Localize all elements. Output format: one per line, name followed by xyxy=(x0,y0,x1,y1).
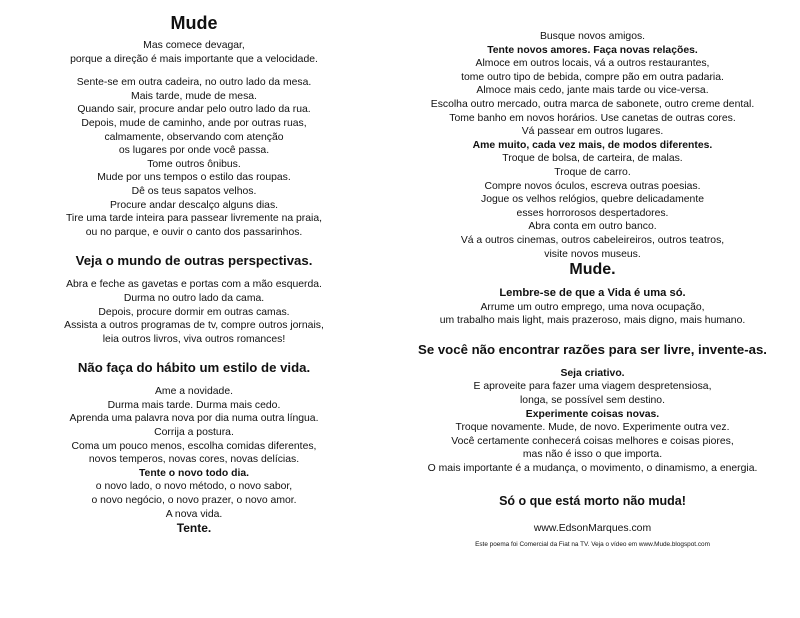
poem-line: Ame a novidade. xyxy=(155,386,233,398)
stanza-2 xyxy=(0,278,388,346)
website-link[interactable]: www.EdsonMarques.com xyxy=(533,522,652,534)
poem-line: Tome banho em novos horários. Use canetas de outras cores. xyxy=(449,112,736,124)
bold-line: Tente o novo todo dia. xyxy=(138,467,250,479)
poem-line: Dê os teus sapatos velhos. xyxy=(131,185,257,197)
closing-line: Só o que está morto não muda! xyxy=(499,493,686,508)
poem-line: Mas comece devagar, xyxy=(143,40,245,51)
poem-line: os lugares por onde você passa. xyxy=(118,145,270,157)
poem-line: o novo negócio, o novo prazer, o novo amor. xyxy=(91,495,297,507)
mude-heading: Mude. xyxy=(569,261,616,279)
poem-line: leia outros livros, viva outros romances! xyxy=(102,333,286,345)
right-page xyxy=(400,0,785,548)
poem-line: Busque novos amigos. xyxy=(539,31,646,42)
stanza-1 xyxy=(0,76,388,239)
footnote: Este poema foi Comercial da Fiat na TV. Veja o vídeo em www.Mude.blogspot.com xyxy=(475,541,710,549)
poem-line: novos temperos, novas cores, novas delícias. xyxy=(88,454,300,466)
intro-stanza xyxy=(0,39,388,66)
poem-line: Quando sair, procure andar pelo outro lado da rua. xyxy=(77,104,311,116)
bold-line: Ame muito, cada vez mais, de modos diferentes. xyxy=(472,139,713,151)
poem-line: Depois, procure dormir em outras camas. xyxy=(98,306,290,318)
poem-line: Corrija a postura. xyxy=(154,427,234,439)
poem-line: Almoce mais cedo, jante mais tarde ou vice-versa. xyxy=(476,85,709,97)
poem-line: Durma no outro lado da cama. xyxy=(123,292,265,304)
poem-line: Vá a outros cinemas, outros cabeleireiros, outros teatros, xyxy=(460,234,725,246)
poem-line: um trabalho mais light, mais prazeroso, mais digno, mais humano. xyxy=(439,315,746,327)
section-heading: Veja o mundo de outras perspectivas. xyxy=(75,253,313,269)
poem-line: mas não é isso o que importa. xyxy=(522,449,663,461)
poem-line: o novo lado, o novo método, o novo sabor, xyxy=(95,481,293,493)
poem-line: Arrume um outro emprego, uma nova ocupação, xyxy=(480,301,705,313)
poem-line: Durma mais tarde. Durma mais cedo. xyxy=(107,399,281,411)
poem-line: Mais tarde, mude de mesa. xyxy=(131,90,257,102)
poem-line: Depois, mude de caminho, ande por outras ruas, xyxy=(81,117,307,129)
bold-line: Experimente coisas novas. xyxy=(525,408,660,420)
ending-word: Tente. xyxy=(176,521,212,536)
poem-line: Jogue os velhos relógios, quebre delicadamente xyxy=(481,194,704,206)
section-heading: Lembre-se de que a Vida é uma só. xyxy=(499,287,686,300)
poem-title: Mude xyxy=(170,13,218,33)
poem-line: E aproveite para fazer uma viagem despretensiosa, xyxy=(473,381,712,393)
poem-line: Troque de carro. xyxy=(554,166,631,178)
poem-line: Troque de bolsa, de carteira, de malas. xyxy=(502,153,683,165)
poem-line: Sente-se em outra cadeira, no outro lado da mesa. xyxy=(76,77,312,89)
poem-line: visite novos museus. xyxy=(544,248,641,260)
section-heading: Se você não encontrar razões para ser livre, invente-as. xyxy=(418,341,767,357)
poem-line: calmamente, observando com atenção xyxy=(104,131,284,143)
bold-line: Seja criativo. xyxy=(560,367,625,379)
bold-line: Tente novos amores. Faça novas relações. xyxy=(487,44,698,56)
poem-line: A nova vida. xyxy=(165,508,223,520)
poem-line: Almoce em outros locais, vá a outros restaurantes, xyxy=(475,58,710,70)
poem-line: Tome outros ônibus. xyxy=(147,158,241,170)
poem-line: Procure andar descalço alguns dias. xyxy=(109,199,279,211)
stanza-3 xyxy=(0,385,388,521)
left-page xyxy=(0,0,388,535)
poem-line: porque a direção é mais importante que a velocidade. xyxy=(70,53,318,65)
poem-line: Coma um pouco menos, escolha comidas diferentes, xyxy=(71,440,317,452)
poem-line: Vá passear em outros lugares. xyxy=(521,126,664,138)
poem-line: Troque novamente. Mude, de novo. Experimente outra vez. xyxy=(455,422,730,434)
poem-line: longa, se possível sem destino. xyxy=(520,395,665,407)
poem-line: esses horrorosos despertadores. xyxy=(516,207,669,219)
poem-line: Você certamente conhecerá coisas melhores e coisas piores, xyxy=(451,435,734,447)
poem-line: Tire uma tarde inteira para passear livremente na praia, xyxy=(65,213,323,225)
poem-line: tome outro tipo de bebida, compre pão em outra padaria. xyxy=(461,71,724,83)
poem-line: Assista a outros programas de tv, compre outros jornais, xyxy=(64,320,324,332)
poem-line: Abra conta em outro banco. xyxy=(528,221,657,233)
poem-line: Aprenda uma palavra nova por dia numa outra língua. xyxy=(69,413,319,425)
poem-line: ou no parque, e ouvir o canto dos passarinhos. xyxy=(85,226,303,238)
section-heading: Não faça do hábito um estilo de vida. xyxy=(77,360,311,376)
poem-line: Compre novos óculos, escreva outras poesias. xyxy=(484,180,701,192)
poem-line: O mais importante é a mudança, o movimento, o dinamismo, a energia. xyxy=(427,463,758,475)
poem-line: Abra e feche as gavetas e portas com a mão esquerda. xyxy=(66,279,322,291)
poem-line: Mude por uns tempos o estilo das roupas. xyxy=(97,172,291,184)
poem-line: Escolha outro mercado, outra marca de sabonete, outro creme dental. xyxy=(430,98,755,110)
